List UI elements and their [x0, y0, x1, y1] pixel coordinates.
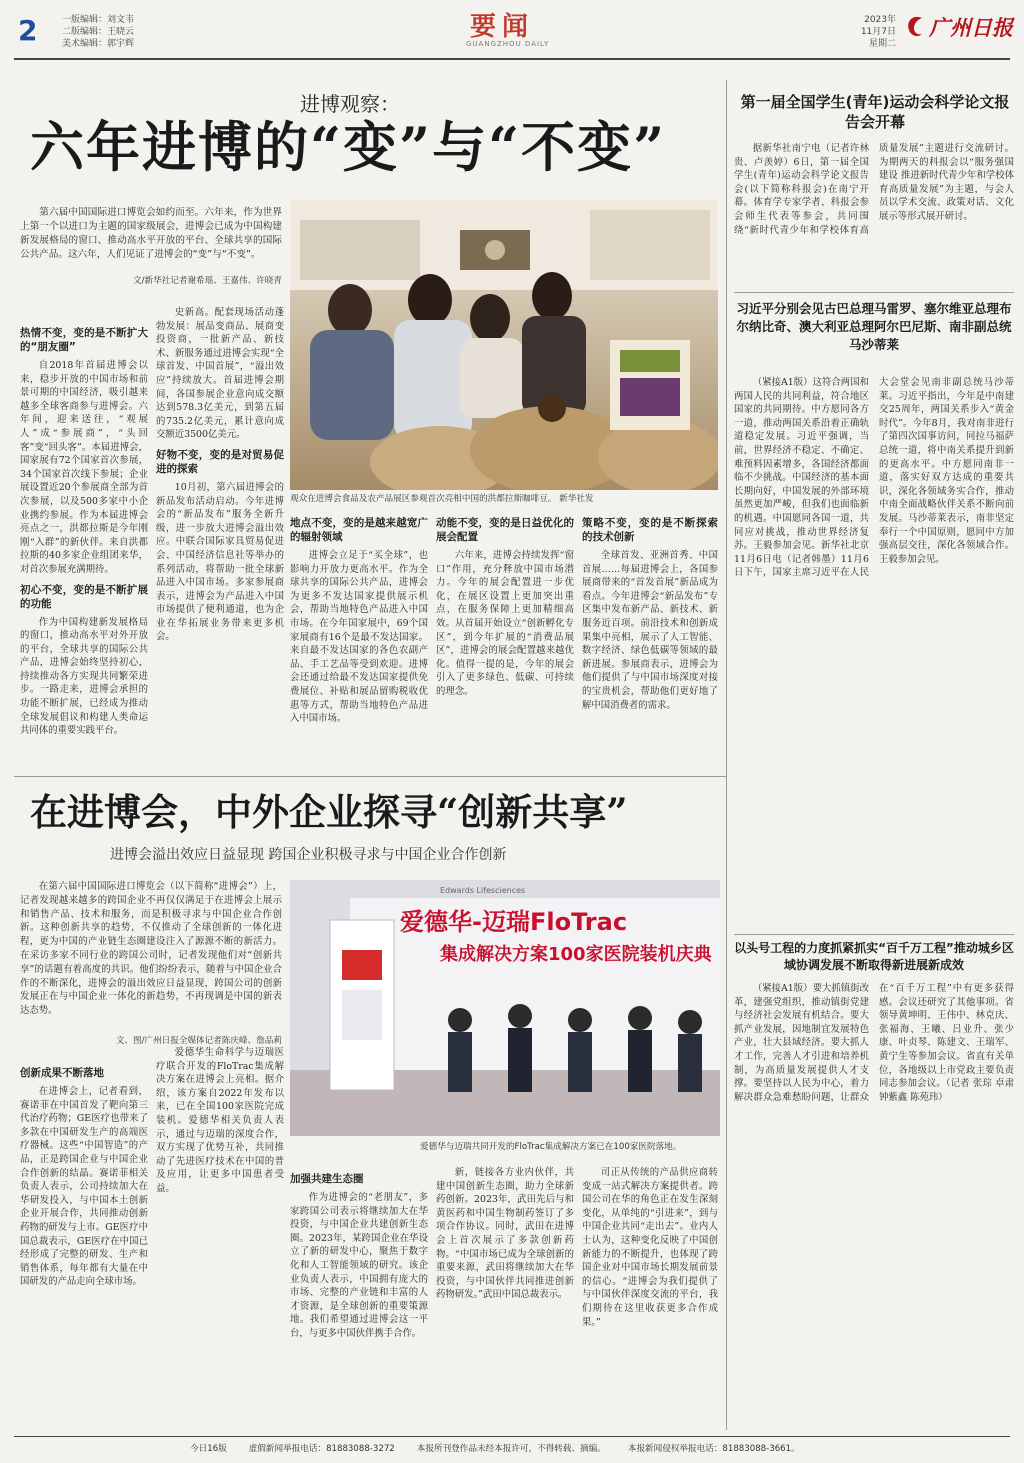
lead-sub-6: 策略不变，变的是不断探索的技术创新 [582, 517, 718, 543]
lead-col-3 [290, 510, 428, 768]
second-col-1-text: 在进博会上，记者看到，赛诺菲在中国首发了靶向第三代治疗药物；GE医疗也带来了多款在中国研发生产的高端医疗器械。这些“中国智造”的产品，正是跨国企业与中国企业合作创新的结晶。赛诺菲相关负责人表示，公司持续加大在华研发投入，与中国本土创新企业开展合作，共同推动创新药物的研发与上市。GE医疗中国总裁表示，GE医疗在中国已经形成了完整的研发、生产和销售体系，每年都有大量在中国研发的产品走向全球市场。 [20, 1086, 148, 1288]
second-col-2 [156, 1046, 284, 1426]
second-intro [20, 880, 282, 1046]
lead-headline: 六年进博的“变”与“不变” [30, 115, 667, 179]
date-block [846, 14, 896, 50]
lead-sub-3: 好物不变，变的是对贸易促进的探索 [156, 448, 284, 475]
footer [190, 1442, 1010, 1454]
footer-hotline-1: 虚假新闻举报电话：81883088-3272 [248, 1444, 395, 1454]
photo-banner-line-2: 集成解决方案100家医院装机庆典 [440, 944, 712, 965]
coffee-booth-illustration [290, 200, 718, 490]
lead-col-1-text: 自2018年首届进博会以来，稳步开放的中国市场和前景可期的中国经济，吸引越来越多全球客商参与进博会。六年间，迎来送往，“观展人”成“参展商”，“头回客”变“回头客”。本届进博会，国家展有72个国家首次参展，34个国家首次线下参展；企业展设置近20个参展商全部为首次参展，以及500多家中小企业携约参展。作为本届进博会亮点之一，洪都拉斯是今年刚刚“入群”的新伙伴。来自洪都拉斯的40多家企业组团来华，对首次参展充满期待。 [20, 360, 148, 575]
lead-col-5-text: 全球首发、亚洲首秀、中国首展……每届进博会上，各国参展商带来的“首发首展”新品成为看点。今年进博会“新品发布”专区集中发布新产品、新技术、新服务近百项。前沿技术和创新成果集中亮相，展示了人工智能、数字经济、绿色低碳等领域的最新进展。参展商表示，进博会为他们提供了与中国市场深度对接的宝贵机会，帮助他们更好地了解中国消费者的需求。 [582, 550, 718, 711]
footer-rule [14, 1436, 1010, 1437]
date-year: 2023年 [864, 15, 896, 25]
lead-photo [290, 200, 718, 490]
lead-sub-5: 动能不变，变的是日益优化的展会配置 [436, 517, 574, 543]
second-col-2-text: 爱德华生命科学与迈瑞医疗联合开发的FloTrac集成解决方案在进博会上亮相。据介绍，该方案自2022年发布以来，已在全国100家医院完成装机。爱德华相关负责人表示，通过与迈瑞的深度合作，双方实现了优势互补，共同推动了先进医疗技术在中国的普及应用，让更多中国患者受益。 [156, 1047, 284, 1194]
date-day: 11月7日 [860, 27, 896, 37]
second-photo-caption: 爱德华与迈瑞共同开发的FloTrac集成解决方案已在100家医院落地。 [420, 1142, 682, 1152]
section-subtitle: GUANGZHOU DAILY [466, 40, 550, 48]
right-bottom-headline: 以头号工程的力度抓紧抓实“百千万工程”推动城乡区域协调发展不断取得新进展新成效 [734, 941, 1014, 972]
paper-name: 广州日报 [929, 15, 1013, 40]
lead-col-1b-text: 作为中国构建新发展格局的窗口，推动高水平对外开放的平台，全球共享的国际公共产品，进博会始终坚持初心，持续推动各方实现共同繁荣进步。一路走来，进博会承担的功能不断扩展，已经成为推动全球发展倡议和构建人类命运共同体的重要实践平台。 [20, 616, 148, 737]
second-subheadline: 进博会溢出效应日益显现 跨国企业积极寻求与中国企业合作创新 [110, 847, 507, 863]
lead-col-2 [156, 306, 284, 768]
lead-intro [20, 206, 282, 286]
lead-col-3-text: 进博会立足于“买全球”，也影响力开放力更高水平。作为全球共享的国际公共产品，进博会为更多不发达国家提供展示机会，帮助当地特色产品进入中国市场。在今年国家展中，69个国家展商有16个是最不发达国家。来自最不发达国家的各色农副产品、手工艺品等受到欢迎。进博会还通过给最不发达国家提供免费展位、补贴和展品留购税收优惠等方式，帮助当地特色产品进入中国市场。 [290, 550, 428, 725]
right-top-headline: 第一届全国学生(青年)运动会科学论文报告会开幕 [740, 93, 1010, 131]
column-divider [726, 80, 727, 1430]
editor-line-2: 二版编辑：王晓云 [62, 27, 135, 37]
second-byline: 文、图/广州日报全媒体记者陈庆峰、詹品莉 [115, 1036, 282, 1046]
editor-line-3: 美术编辑：郭宇辉 [62, 39, 135, 49]
lead-col-2b-text: 10月初，第六届进博会的新品发布活动启动。今年进博会的“新品发布”服务全新升级，进一步放大进博会溢出效应。中联合国际家具贸易促进会、中国经济信息社等举办的系列活动，将帮助一批全球新品进入中国市场。多家参展商表示，进博会为产品进入中国市场提供了便利通道，也为企业在华拓展业务带来更多机会。 [156, 481, 284, 643]
lead-col-2-text: 史新高。配套现场活动蓬勃发展：展品变商品、展商变投资商，一批新产品、新技术、新服务通过进博会实现“全球首发、中国首展”，“溢出效应”持续放大。首届进博会期间，各国参展企业意向成交额达到578.3亿美元，到第五届的735.2亿美元，累计意向成交额近3500亿美元。 [156, 307, 284, 441]
lead-col-4-text: 六年来，进博会持续发挥“窗口”作用，充分释放中国市场潜力。今年的展会配置进一步优化，在展区设置上更加突出重点，在服务保障上更加精细高效。从首届开始设立“创新孵化专区”，到今年扩展的“消费品展区”，进博会的展会配置越来越优化。值得一提的是，今年的展会引入了更多绿色、低碳、可持续的理念。 [436, 550, 574, 697]
editor-line-1: 一版编辑：刘文韦 [62, 15, 135, 25]
story-divider [14, 776, 726, 777]
lead-sub-4: 地点不变，变的是越来越宽广的辐射领域 [290, 517, 428, 543]
section-title: 要闻 [470, 12, 535, 42]
date-weekday: 星期二 [868, 39, 896, 49]
paper-logo [904, 12, 1013, 42]
lead-kicker: 进博观察： [300, 92, 400, 116]
lead-intro-text: 第六届中国国际进口博览会如约而至。六年来，作为世界上第一个以进口为主题的国家级展会，进博会已成为中国构建新发展格局的窗口、推动高水平开放的平台、全球共享的国际公共产品。这六年，人们见证了进博会的“变”与“不变”。 [20, 207, 282, 260]
lead-col-1 [20, 320, 148, 768]
lead-sub-2: 初心不变，变的是不断扩展的功能 [20, 583, 148, 610]
lead-photo-caption: 观众在进博会食品及农产品展区参观首次亮相中国的洪都拉斯咖啡豆。 新华社发 [290, 494, 594, 504]
second-sub-2: 加强共建生态圈 [290, 1173, 364, 1185]
lead-col-5 [582, 510, 718, 768]
lead-col-4 [436, 510, 574, 768]
logo-swirl-icon [904, 14, 926, 40]
right-rule-1 [734, 292, 1014, 293]
second-col-3 [290, 1166, 428, 1426]
photo-brand-label: Edwards Lifesciences [440, 886, 526, 895]
second-headline: 在进博会，中外企业探寻“创新共享” [30, 790, 628, 834]
second-col-5 [582, 1166, 718, 1426]
lead-byline: 文/新华社记者谢希瑶、王嘉伟、许晓青 [133, 276, 282, 286]
second-intro-text: 在第六届中国国际进口博览会（以下简称“进博会”）上，记者发现越来越多的跨国企业不再仅仅满足于在进博会上展示和销售产品、技术和服务，而是积极寻求与中国企业合作创新。这种创新共享的趋势，不仅推动了全球创新的一体化进程，更为中国的产业链生态圈建设注入了源源不断的新活力。在采访多家不同行业的跨国公司时，记者发现他们对“创新共享”的话题有着高度的共识。他们纷纷表示，随着与中国企业合作的不断深化，进博会的溢出效应日益显现，跨国公司的创新发展正在与中国企业一体化的新趋势，不再现调是中国的新表达态势。 [20, 881, 282, 1017]
second-photo [290, 880, 720, 1136]
second-col-5-text: 司正从传统的产品供应商转变成一站式解决方案提供者。跨国公司在华的角色正在发生深刻变化，从单纯的“引进来”，到与中国企业共同“走出去”。业内人士认为，这种变化反映了中国创新能力的不断提升，也体现了跨国企业对中国市场长期发展前景的信心。“进博会为我们提供了与中国伙伴深度交流的平台，我们期待在这里收获更多合作成果。” [582, 1167, 718, 1328]
right-bottom-body: （紧接A1版）要大抓镇街改革，建强党组织，推动镇街党建与经济社会发展有机结合。要大抓产业发展，因地制宜发展特色产业，壮大县域经济。要大抓人才工作，完善人才引进和培养机制，为高质量发展提供人才支撑。要坚持以人民为中心，着力解决群众急难愁盼问题，让群众在“百千万工程”中有更多获得感。会议还研究了其他事项。省领导黄坤明、王伟中、林克庆、张福海、王曦、吕业升、张少康、叶贞琴、陈建文、王瑞军、黄宁生等参加会议。省直有关单位，各地级以上市党政主要负责同志参加会议。（记者 张琮 卓肃 钟紫鑫 陈苑玮） [734, 983, 1014, 1103]
second-sub-1: 创新成果不断落地 [20, 1067, 104, 1079]
second-col-4 [436, 1166, 574, 1426]
second-col-4-text: 新，链接各方业内伙伴，共建中国创新生态圈，助力全球新药创新。2023年，武田先后与和黄医药和中国生物制药签订了多项合作协议。同时，武田在进博会上首次展示了多款创新药物。“中国市场已成为全球创新的重要来源，武田将继续加大在华投资，与中国伙伴共同推进创新药物研发。”武田中国总裁表示。 [436, 1167, 574, 1301]
editor-credits [62, 14, 134, 50]
photo-banner-line-1: 爱德华-迈瑞FloTrac [400, 908, 628, 936]
right-top-body: 据新华社南宁电（记者许林贵、卢羡婷）6日，第一届全国学生(青年)运动会科学论文报告会(以下简称科报会)在南宁开幕。体育学专家学者、科报会参会师生代表等参会，共同围绕“新时代青少年和学校体育高质量发展”主题进行交流研讨。为期两天的科报会以“服务强国建设 推进新时代青少年和学校体育高质量发展”为主题，与会人员以学术交流、政策对话、文化展示等形式展开研讨。 [734, 143, 1014, 236]
second-col-1 [20, 1060, 148, 1426]
masthead [0, 0, 1024, 62]
footer-page-count: 今日16版 [190, 1444, 227, 1454]
right-mid-headline: 习近平分别会见古巴总理马雷罗、塞尔维亚总理布尔纳比奇、澳大利亚总理阿尔巴尼斯、南非副总统马沙蒂莱 [736, 301, 1012, 352]
second-col-3-text: 作为进博会的“老朋友”，多家跨国公司表示将继续加大在华投资，与中国企业共建创新生态圈。2023年，某跨国企业在华设立了新的研发中心，聚焦于数字化和人工智能领域的研究。该企业负责人表示，中国拥有庞大的市场、完整的产业链和丰富的人才资源，是全球创新的重要策源地。我们希望通过进博会这一平台，与更多中国伙伴携手合作。 [290, 1192, 428, 1339]
header-rule [14, 58, 1010, 60]
right-mid-body: （紧接A1版）这符合两国和两国人民的共同利益，符合地区国家的共同期待。中方愿同各方一道，推动两国关系沿着正确轨道稳定发展。习近平强调，当前，世界经济不稳定、不确定、难预料因素增多，各国经济都面临不少挑战。中国经济的基本面长期向好，中国发展的外部环境虽然更加严峻，但我们也面临新的机遇。中国愿同各国一道，共同应对挑战，推动世界经济复苏。王毅参加会见。新华社北京11月6日电（记者韩墨）11月6日下午，国家主席习近平在人民大会堂会见南非副总统马沙蒂莱。习近平指出，今年是中南建交25周年，两国关系步入“黄金时代”。今年8月，我对南非进行了第四次国事访问，同拉马福萨总统一道，将中南关系提升到新的更高水平。中方愿同南非一道，落实好双方达成的重要共识，深化各领域务实合作，推动中南全面战略伙伴关系不断向前发展。马沙蒂莱表示，南非坚定奉行一个中国原则，愿同中方加强高层交往，深化各领域合作。王毅参加会见。 [734, 377, 1014, 579]
right-rule-2 [734, 934, 1014, 935]
footer-hotline-2: 本报新闻侵权举报电话：81883088-3661。 [627, 1444, 800, 1454]
footer-copyright: 本报所刊登作品未经本报许可，不得转载、摘编。 [416, 1444, 606, 1454]
lead-sub-1: 热情不变，变的是不断扩大的“朋友圈” [20, 327, 148, 353]
page-number: 2 [18, 14, 38, 47]
